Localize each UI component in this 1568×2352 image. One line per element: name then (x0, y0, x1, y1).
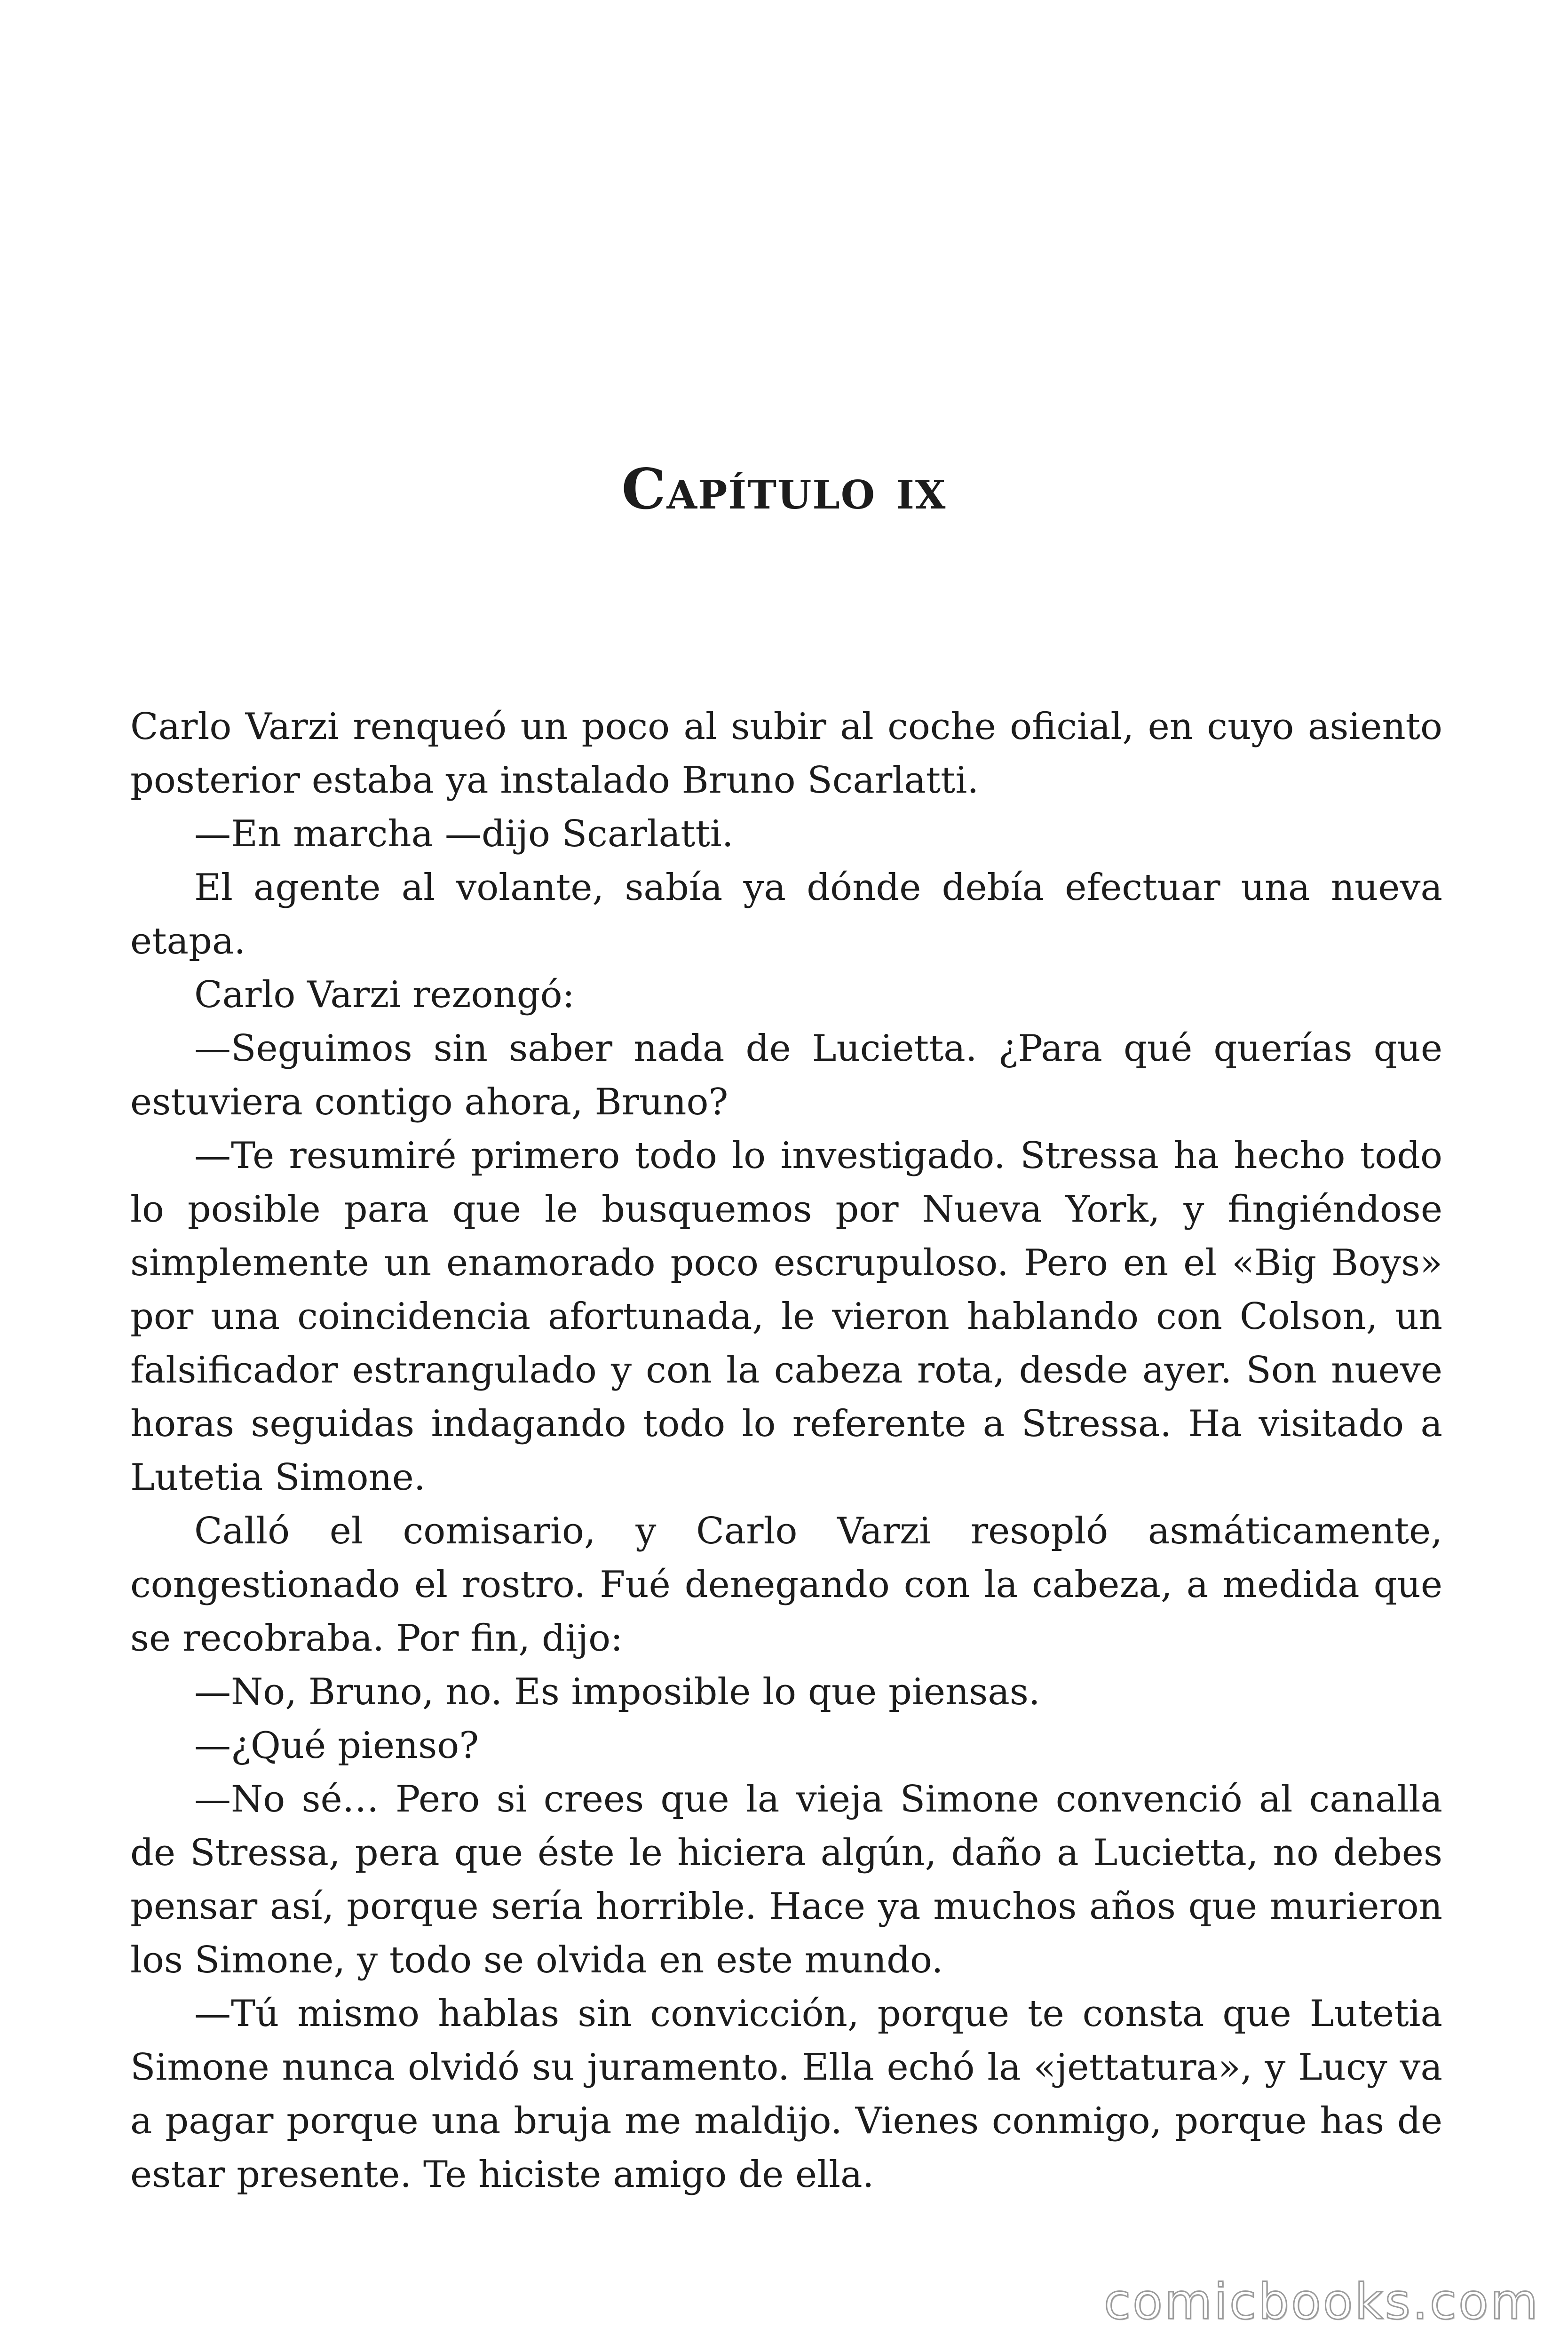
chapter-title: Capítulo ix (621, 456, 947, 522)
chapter-body (130, 700, 1442, 2201)
paragraph: Carlo Varzi rezongó: (194, 974, 575, 1016)
paragraph: Calló el comisario, y Carlo Varzi resopló asmáticamente, congestionado el rostro. Fué denegando con la cabeza, a medida que se recobraba. Por fin, dijo: (130, 1510, 1442, 1660)
paragraph: El agente al volante, sabía ya dónde debía efectuar una nueva etapa. (130, 866, 1442, 962)
paragraph: —Seguimos sin saber nada de Lucietta. ¿Para qué querías que estuviera contigo ahora, Bruno? (130, 1027, 1442, 1123)
watermark: comicbooks.com (1103, 2273, 1540, 2330)
paragraph: —¿Qué pienso? (194, 1724, 479, 1767)
paragraph: —No, Bruno, no. Es imposible lo que piensas. (194, 1671, 1040, 1713)
paragraph: —Te resumiré primero todo lo investigado. Stressa ha hecho todo lo posible para que le busquemos por Nueva York, y fingiéndose simplemente un enamorado poco escrupuloso. Pero en el «Big Boys» por una coincidencia afortunada, le vieron hablando con Colson, un falsificador estrangulado y con la cabeza rota, desde ayer. Son nueve horas seguidas indagando todo lo referente a Stressa. Ha visitado a Lutetia Simone. (130, 1135, 1442, 1499)
paragraph: —Tú mismo hablas sin convicción, porque te consta que Lutetia Simone nunca olvidó su juramento. Ella echó la «jettatura», y Lucy va a pagar porque una bruja me maldijo. Vienes conmigo, porque has de estar presente. Te hiciste amigo de ella. (130, 1993, 1442, 2196)
paragraph: —En marcha —dijo Scarlatti. (194, 813, 734, 855)
paragraph: —No sé… Pero si crees que la vieja Simone convenció al canalla de Stressa, pera que éste le hiciera algún, daño a Lucietta, no debes pensar así, porque sería horrible. Hace ya muchos años que murieron los Simone, y todo se olvida en este mundo. (130, 1778, 1442, 1981)
paragraph: Carlo Varzi renqueó un poco al subir al coche oficial, en cuyo asiento posterior estaba ya instalado Bruno Scarlatti. (130, 706, 1442, 802)
